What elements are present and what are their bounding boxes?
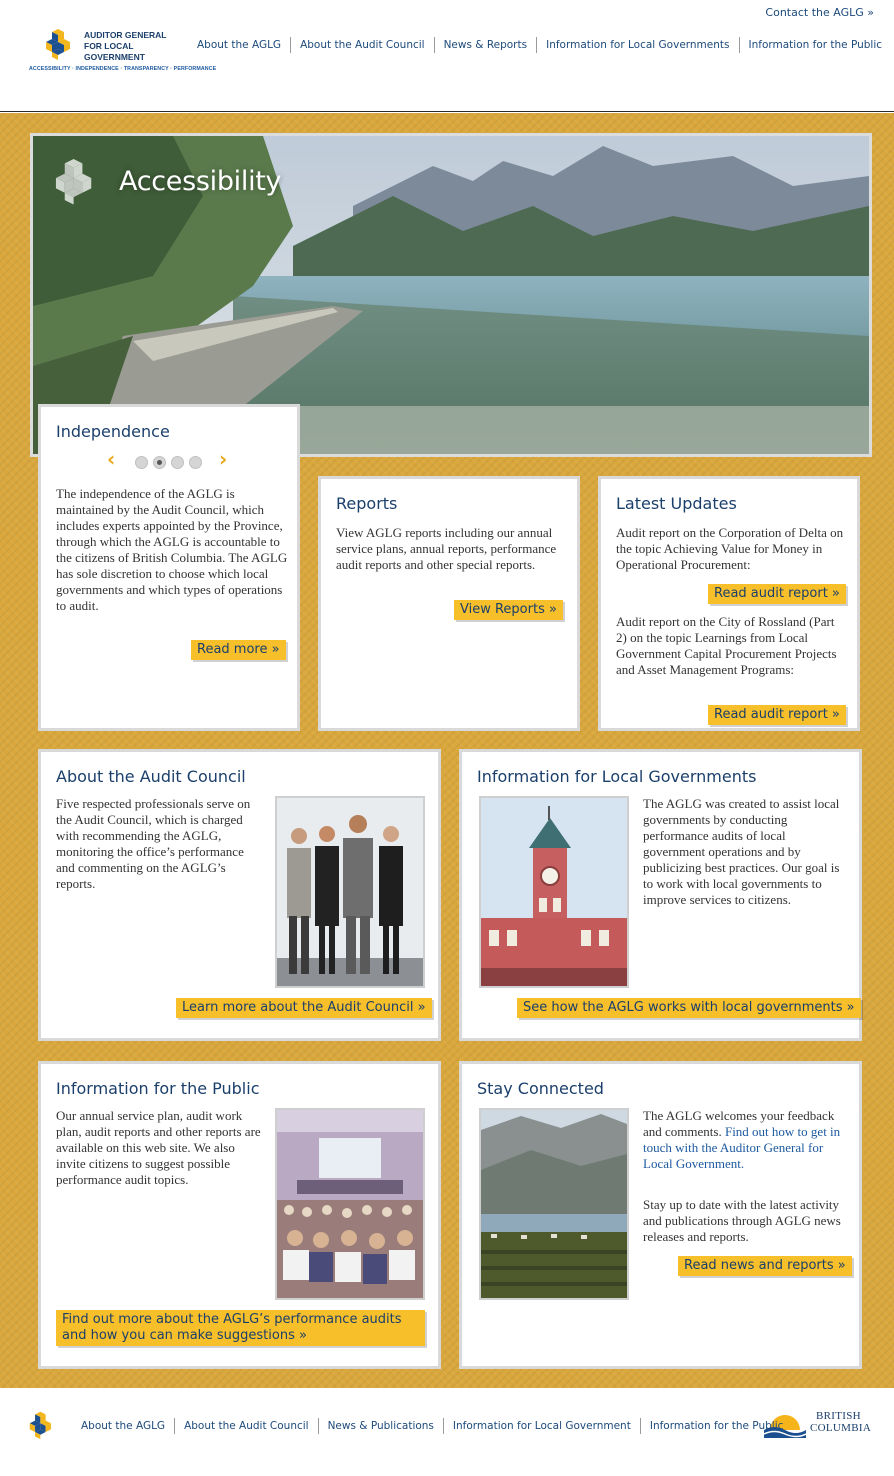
view-reports-button[interactable]: View Reports » [454, 600, 563, 620]
logo-tagline: ACCESSIBILITY · INDEPENDENCE · TRANSPARENCY · PERFORMANCE [29, 66, 217, 72]
reports-text: View AGLG reports including our annual service plans, annual reports, performance audit reports and other special reports. [336, 525, 557, 572]
carousel-controls [107, 447, 231, 471]
hero-title: Accessibility [119, 166, 282, 197]
public-button-line1: Find out more about the AGLG’s performance audits [62, 1312, 402, 1327]
clock-tower-photo [479, 796, 629, 988]
footer-nav-public[interactable]: Information for the Public [640, 1418, 793, 1434]
site-header [0, 0, 894, 112]
main-content [0, 113, 894, 1388]
valley-photo [479, 1108, 629, 1300]
nav-public[interactable]: Information for the Public [739, 37, 892, 53]
public-meeting-photo [275, 1108, 425, 1300]
contact-link[interactable]: Contact the AGLG » [765, 6, 874, 19]
nav-about-audit-council[interactable]: About the Audit Council [290, 37, 434, 53]
stay-connected-title: Stay Connected [477, 1079, 604, 1098]
audit-council-title: About the Audit Council [56, 767, 246, 786]
stay-connected-text-1a: The AGLG welcomes your feedback and comments. [643, 1108, 835, 1139]
local-governments-title: Information for Local Governments [477, 767, 757, 786]
footer-nav-audit-council[interactable]: About the Audit Council [174, 1418, 318, 1434]
update-item-2-text: Audit report on the City of Rossland (Part 2) on the topic Learnings from Local Government Capital Procurement Projects and Asset Management Programs: [616, 614, 837, 677]
audit-council-photo [275, 796, 425, 988]
find-out-more-performance-audits-button[interactable] [56, 1310, 425, 1346]
footer-nav-about-aglg[interactable]: About the AGLG [81, 1420, 166, 1432]
public-card [38, 1061, 441, 1369]
main-nav [188, 37, 891, 53]
aglg-cubes-icon [44, 28, 78, 60]
independence-read-more-button[interactable]: Read more » [191, 640, 286, 660]
independence-title: Independence [56, 422, 170, 441]
stay-connected-text-2: Stay up to date with the latest activity and publications through AGLG news releases and reports. [643, 1197, 841, 1244]
stay-connected-card [459, 1061, 862, 1369]
get-in-touch-link[interactable]: Find out how to get in touch with the Auditor General for Local Government. [643, 1124, 841, 1171]
nav-about-aglg[interactable]: About the AGLG [197, 39, 282, 51]
public-title: Information for the Public [56, 1079, 260, 1098]
carousel-dot-3[interactable] [171, 456, 184, 469]
see-how-aglg-works-button[interactable]: See how the AGLG works with local governments » [517, 998, 861, 1018]
stay-connected-text-1 [643, 1108, 848, 1172]
nav-local-governments[interactable]: Information for Local Governments [536, 37, 738, 53]
independence-card [38, 404, 300, 731]
public-text: Our annual service plan, audit work plan, audit reports and other reports are available on this web site. We also invite citizens to suggest possible performance audit topics. [56, 1108, 261, 1187]
update-item-1-text: Audit report on the Corporation of Delta on the topic Achieving Value for Money in Operational Procurement: [616, 525, 844, 572]
reports-card [318, 476, 580, 731]
carousel-dot-2[interactable] [153, 456, 166, 469]
latest-updates-card [598, 476, 860, 731]
carousel-dot-1[interactable] [135, 456, 148, 469]
read-news-reports-button[interactable]: Read news and reports » [678, 1256, 852, 1276]
carousel-dot-4[interactable] [189, 456, 202, 469]
read-audit-report-button-2[interactable]: Read audit report » [708, 705, 846, 725]
logo-text: AUDITOR GENERAL FOR LOCAL GOVERNMENT [84, 30, 167, 62]
audit-council-card [38, 749, 441, 1041]
audit-council-text: Five respected professionals serve on the Audit Council, which is charged with recommending the AGLG, monitoring the office’s performance and commenting on the AGLG’s reports. [56, 796, 251, 891]
nav-news-reports[interactable]: News & Reports [434, 37, 537, 53]
footer-aglg-cubes-icon[interactable] [28, 1410, 58, 1440]
reports-title: Reports [336, 494, 398, 513]
bc-text-line2: COLUMBIA [810, 1422, 872, 1434]
read-audit-report-button-1[interactable]: Read audit report » [708, 584, 846, 604]
updates-title: Latest Updates [616, 494, 737, 513]
footer-nav-local-government[interactable]: Information for Local Government [443, 1418, 640, 1434]
carousel-prev-icon[interactable]: ‹ [107, 447, 116, 471]
local-governments-text: The AGLG was created to assist local governments by conducting performance audits of local government operations and by publicizing best practices. Our goal is to work with local governments to improve services to citizens. [643, 796, 840, 907]
independence-text: The independence of the AGLG is maintained by the Audit Council, which includes experts appointed by the Province, through which the AGLG is accountable to the citizens of British Columbia. The AGLG has sole discretion to choose which local governments and which types of operations to audit. [56, 486, 288, 613]
public-button-line2: and how you can make suggestions » [62, 1328, 307, 1343]
carousel-next-icon[interactable]: › [219, 447, 228, 471]
hero-cubes-icon [53, 154, 103, 208]
local-governments-card [459, 749, 862, 1041]
bc-text-line1: BRITISH [816, 1410, 861, 1422]
footer-nav [72, 1418, 792, 1434]
footer-nav-news-publications[interactable]: News & Publications [318, 1418, 443, 1434]
learn-more-audit-council-button[interactable]: Learn more about the Audit Council » [176, 998, 432, 1018]
